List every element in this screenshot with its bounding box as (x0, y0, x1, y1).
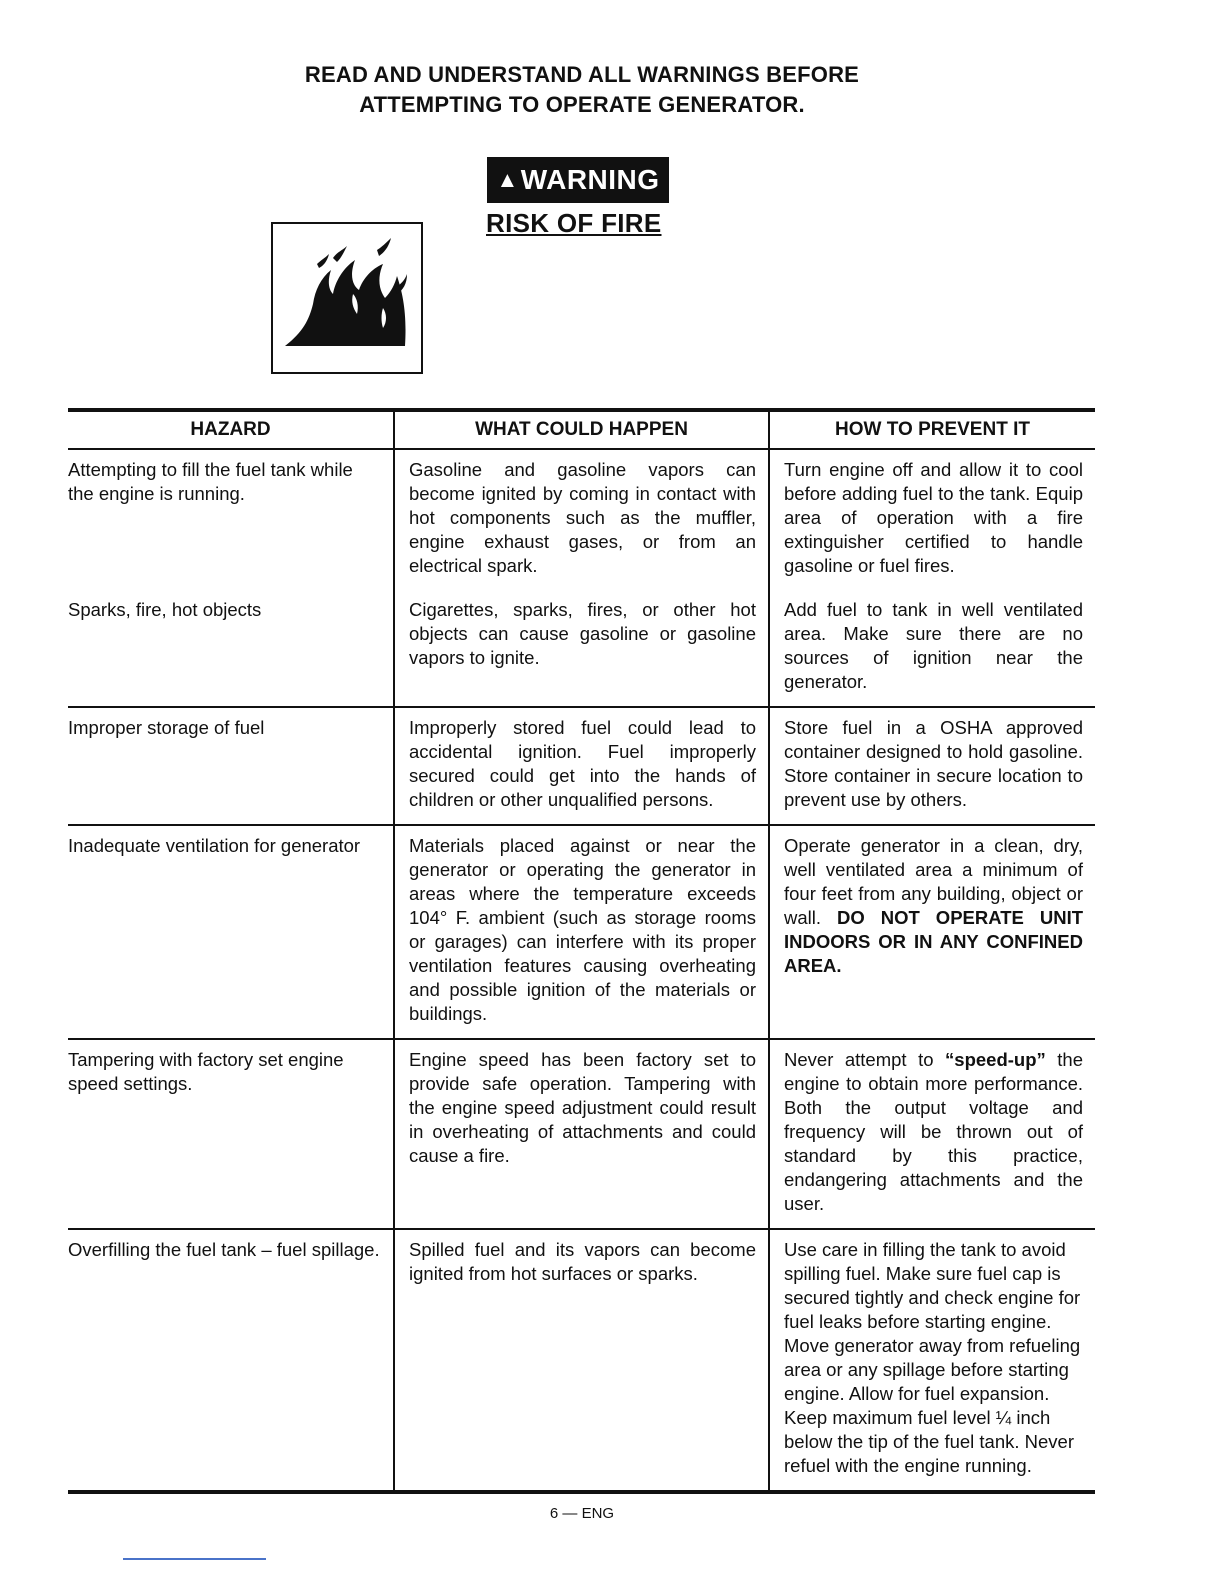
prevent-bold-text: DO NOT OPERATE UNIT INDOORS OR IN ANY CONFINED AREA. (784, 907, 1084, 976)
warning-badge (487, 157, 669, 203)
prevent-cell (768, 1040, 1095, 1228)
column-header-prevent: HOW TO PREVENT IT (768, 412, 1095, 448)
hazard-cell: Improper storage of fuel (68, 717, 265, 738)
what-cell: Gasoline and gasoline vapors can become ignited by coming in contact with hot components such as the muffler, engine exhaust gases, or from an electrical spark. (393, 450, 768, 590)
prevent-cell: Add fuel to tank in well ventilated area. Make sure there are no sources of ignition near the generator. (768, 590, 1095, 706)
table-row (68, 1230, 1095, 1494)
prevent-text: Operate generator in a clean, dry, well ventilated area a minimum of four feet from any building, object or wall. (784, 835, 1083, 928)
hazard-table (68, 408, 1095, 1494)
hazard-cell: Sparks, fire, hot objects (68, 599, 262, 620)
prevent-cell: Store fuel in a OSHA approved container designed to hold gasoline. Store container in secure location to prevent use by others. (768, 708, 1095, 824)
prevent-text-end: the engine to obtain more performance. Both the output voltage and frequency will be thrown out of standard by this practice, endangering attachments and the user. (784, 1049, 1083, 1214)
fire-icon (271, 222, 423, 374)
what-cell: Spilled fuel and its vapors can become ignited from hot surfaces or sparks. (393, 1230, 768, 1490)
table-row (68, 590, 1095, 708)
heading-line-2: ATTEMPTING TO OPERATE GENERATOR. (359, 92, 805, 117)
page-number: 6 — ENG (549, 1505, 615, 1522)
fire-symbol (273, 224, 421, 372)
alert-triangle-icon: ▲ (496, 167, 519, 192)
table-row (68, 826, 1095, 1040)
prevent-cell: Turn engine off and allow it to cool before adding fuel to the tank. Equip area of operation with a fire extinguisher certified to handle gasoline or fuel fires. (768, 450, 1095, 590)
page-heading (0, 60, 1164, 120)
hazard-cell: Inadequate ventilation for generator (68, 835, 361, 856)
heading-line-1: READ AND UNDERSTAND ALL WARNINGS BEFORE (304, 62, 860, 87)
hazard-cell: Attempting to fill the fuel tank while the engine is running. (68, 459, 353, 504)
what-cell: Engine speed has been factory set to provide safe operation. Tampering with the engine speed adjustment could result in overheating of attachments and could cause a fire. (393, 1040, 768, 1228)
bottom-divider (123, 1558, 266, 1560)
table-header (68, 412, 1095, 450)
risk-title: RISK OF FIRE (486, 208, 662, 238)
column-header-what: WHAT COULD HAPPEN (393, 412, 768, 448)
hazard-cell: Tampering with factory set engine speed settings. (68, 1049, 344, 1094)
hazard-cell: Overfilling the fuel tank – fuel spillage. (68, 1239, 380, 1260)
column-header-hazard: HAZARD (190, 419, 271, 440)
prevent-cell: Use care in filling the tank to avoid spilling fuel. Make sure fuel cap is secured tightly and check engine for fuel leaks before starting engine. Move generator away from refueling area or any spillage before starting engine. Allow for fuel expansion. Keep maximum fuel level ¼ inch below the tip of the fuel tank. Never refuel with the engine running. (768, 1230, 1095, 1490)
table-row (68, 450, 1095, 590)
what-cell: Cigarettes, sparks, fires, or other hot objects can cause gasoline or gasoline vapors to ignite. (393, 590, 768, 706)
prevent-text: Never attempt to (784, 1049, 934, 1070)
table-row (68, 708, 1095, 826)
prevent-bold-text: “speed-up” (945, 1049, 1046, 1070)
prevent-cell (768, 826, 1095, 1038)
warning-label: WARNING (520, 164, 660, 195)
what-cell: Improperly stored fuel could lead to accidental ignition. Fuel improperly secured could get into the hands of children or other unqualified persons. (393, 708, 768, 824)
what-cell: Materials placed against or near the generator or operating the generator in areas where the temperature exceeds 104° F. ambient (such as storage rooms or garages) can interfere with its proper ventilation features causing overheating and possible ignition of the materials or buildings. (393, 826, 768, 1038)
table-row (68, 1040, 1095, 1230)
